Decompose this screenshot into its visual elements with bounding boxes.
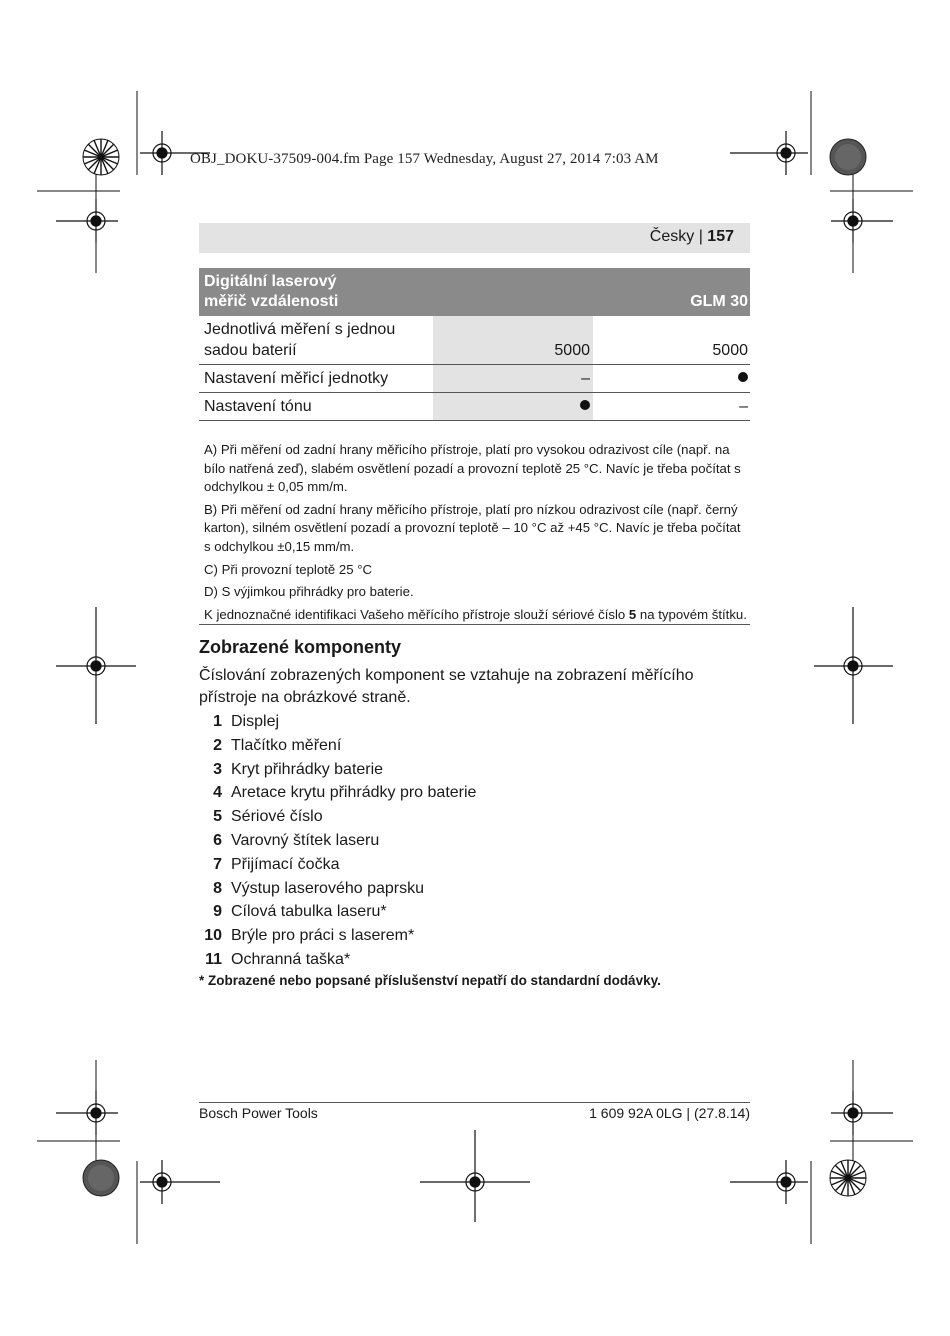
item-text: Kryt přihrádky baterie — [231, 760, 384, 778]
footnote: B) Při měření od zadní hrany měřicího přístroje, platí pro nízkou odrazivost cíle (např. černý karton), silném osvětlení pozadí a provozní teplotě – 10 °C až +45 °C. Navíc je třeba počítat s odchylkou ±0,15 mm/m. — [204, 501, 741, 554]
item-text: Ochranná taška* — [231, 950, 351, 968]
divider — [199, 624, 750, 625]
item-text: Tlačítko měření — [231, 736, 342, 754]
spec-title-line1: Digitální laserový — [204, 273, 337, 290]
serial-note-text-end: na typovém štítku. — [636, 606, 747, 622]
list-item — [199, 805, 476, 829]
item-number: 11 — [205, 950, 222, 968]
item-number: 5 — [213, 808, 222, 826]
row-label: Nastavení tónu — [199, 393, 433, 421]
page-language-and-number — [650, 228, 734, 246]
row-label: Jednotlivá měření s jednou sadou baterií — [199, 316, 433, 365]
footnote: A) Při měření od zadní hrany měřicího přístroje, platí pro vysokou odrazivost cíle (např. na bílo natřená zeď), slabém osvětlení pozadí a provozní teplotě 25 °C. Navíc je třeba počítat s odchylkou ± 0,05 mm/m. — [204, 442, 741, 495]
spec-table — [199, 268, 750, 421]
spec-table-title — [199, 268, 593, 316]
row-value: – — [593, 393, 750, 421]
spec-table-header — [199, 268, 750, 316]
row-value — [433, 393, 593, 421]
item-text: Sériové číslo — [231, 808, 323, 826]
list-item — [199, 877, 476, 901]
list-item — [199, 710, 476, 734]
feature-available-dot-icon — [738, 372, 748, 382]
table-row — [199, 316, 750, 365]
row-value — [593, 365, 750, 393]
list-item — [199, 758, 476, 782]
item-number: 3 — [213, 760, 222, 778]
item-number: 7 — [213, 855, 222, 873]
item-text: Brýle pro práci s laserem* — [231, 927, 415, 945]
footnote: C) Při provozní teplotě 25 °C — [204, 561, 372, 577]
footer-doc-code: 1 609 92A 0LG | (27.8.14) — [589, 1105, 750, 1121]
row-value: 5000 — [433, 316, 593, 365]
footer-brand: Bosch Power Tools — [199, 1105, 318, 1121]
accessory-note: * Zobrazené nebo popsané příslušenství nepatří do standardní dodávky. — [199, 973, 661, 988]
page-number: 157 — [707, 228, 734, 245]
serial-note-number: 5 — [628, 606, 637, 622]
item-number: 10 — [204, 927, 222, 945]
item-text: Varovný štítek laseru — [231, 831, 380, 849]
feature-available-dot-icon — [580, 400, 590, 410]
item-number: 8 — [213, 879, 222, 897]
section-intro: Číslování zobrazených komponent se vztahuje na zobrazení měřícího přístroje na obrázkové straně. — [199, 667, 694, 706]
footer-divider — [199, 1102, 750, 1103]
item-text: Cílová tabulka laseru* — [231, 903, 387, 921]
item-number: 2 — [213, 736, 222, 754]
print-job-header: OBJ_DOKU-37509-004.fm Page 157 Wednesday, August 27, 2014 7:03 AM — [190, 151, 659, 167]
list-item — [199, 781, 476, 805]
item-text: Displej — [231, 713, 280, 730]
serial-number-note — [204, 606, 750, 625]
list-item — [199, 734, 476, 758]
item-number: 6 — [213, 831, 222, 849]
serial-note-text: K jednoznačné identifikaci Vašeho měřícího přístroje slouží sériové číslo — [204, 606, 629, 622]
footnote: D) S výjimkou přihrádky pro baterie. — [204, 584, 414, 600]
item-number: 9 — [213, 903, 222, 921]
page-header-bar — [199, 223, 750, 253]
row-value: – — [433, 365, 593, 393]
row-label: Nastavení měřicí jednotky — [199, 365, 433, 393]
list-item — [199, 829, 476, 853]
language-label: Česky — [649, 228, 695, 245]
item-text: Výstup laserového paprsku — [231, 879, 424, 897]
component-list — [199, 710, 476, 972]
header-separator: | — [694, 228, 708, 245]
spec-model-name: GLM 30 — [593, 268, 750, 316]
footnotes — [204, 441, 750, 628]
list-item — [199, 900, 476, 924]
section-title: Zobrazené komponenty — [199, 637, 402, 657]
table-row — [199, 393, 750, 421]
list-item — [199, 948, 476, 972]
item-number: 1 — [213, 713, 222, 730]
row-value: 5000 — [593, 316, 750, 365]
item-text: Aretace krytu přihrádky pro baterie — [231, 784, 477, 802]
spec-title-line2: měřič vzdálenosti — [204, 293, 339, 310]
item-text: Přijímací čočka — [231, 855, 340, 873]
item-number: 4 — [213, 784, 222, 802]
list-item — [199, 924, 476, 948]
list-item — [199, 853, 476, 877]
table-row — [199, 365, 750, 393]
